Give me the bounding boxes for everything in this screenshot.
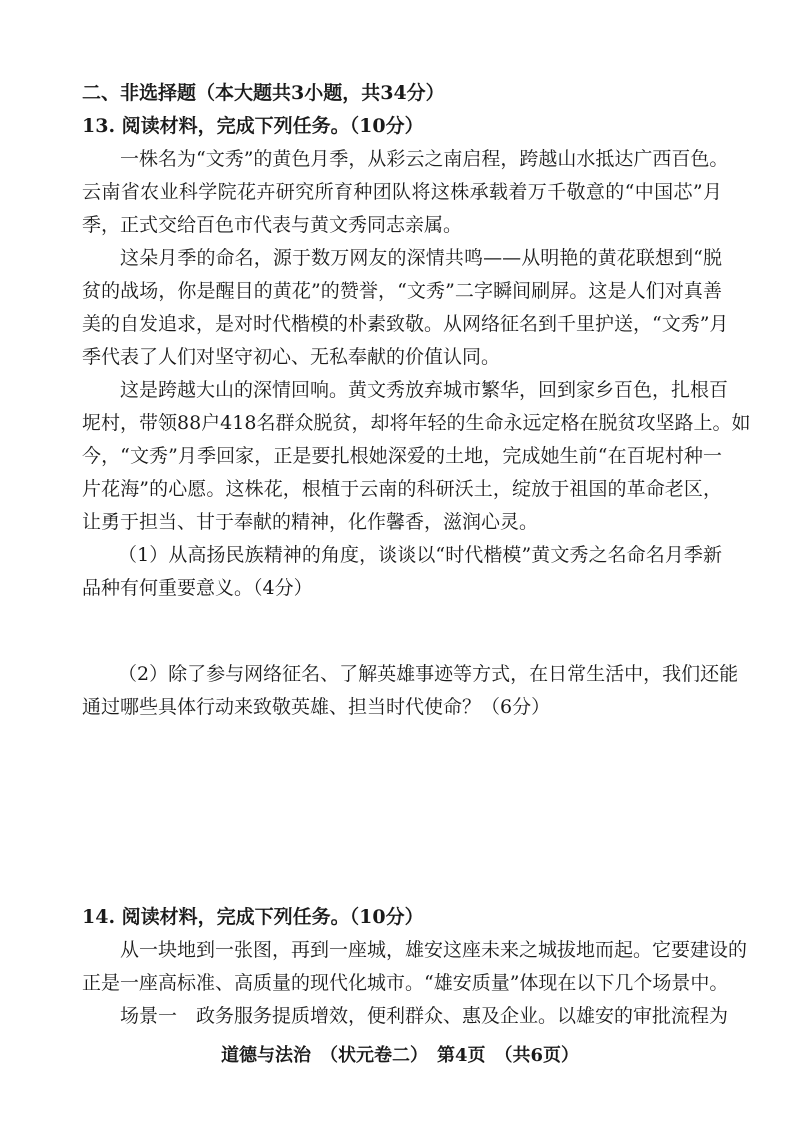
material-line: 从一块地到一张图，再到一座城，雄安这座未来之城拔地而起。它要建设的	[120, 939, 748, 961]
material-line: 这是跨越大山的深情回响。黄文秀放弃城市繁华，回到家乡百色，扎根百	[120, 379, 729, 401]
section-heading: 二、非选择题（本大题共3小题，共34分）	[82, 82, 445, 104]
page-footer: 道德与法治 （状元卷二） 第4页 （共6页）	[220, 1045, 580, 1066]
sub-question-line: 通过哪些具体行动来致敬英雄、担当时代使命？（6分）	[82, 696, 551, 718]
material-line: 美的自发追求，是对时代楷模的朴素致敬。从网络征名到千里护送，“文秀”月	[82, 313, 729, 335]
material-line: 云南省农业科学院花卉研究所育种团队将这株承载着万千敬意的“中国芯”月	[82, 181, 722, 203]
material-line: 今，“文秀”月季回家，正是要扎根她深爱的土地，完成她生前“在百坭村种一	[82, 445, 722, 467]
material-line: 季代表了人们对坚守初心、无私奉献的价值认同。	[82, 346, 501, 368]
material-line: 片花海”的心愿。这株花，根植于云南的科研沃土，绽放于祖国的革命老区，	[82, 478, 722, 500]
material-line: 一株名为“文秀”的黄色月季，从彩云之南启程，跨越山水抵达广西百色。	[120, 148, 729, 170]
question-13-title: 13. 阅读材料，完成下列任务。（10分）	[82, 115, 424, 137]
material-line: 正是一座高标准、高质量的现代化城市。“雄安质量”体现在以下几个场景中。	[82, 972, 729, 994]
material-line: 季，正式交给百色市代表与黄文秀同志亲属。	[82, 214, 463, 236]
material-line: 坭村，带领88户418名群众脱贫，却将年轻的生命永远定格在脱贫攻坚路上。如	[82, 412, 751, 434]
sub-question-line: （2）除了参与网络征名、了解英雄事迹等方式，在日常生活中，我们还能	[118, 663, 739, 685]
sub-question-line: 品种有何重要意义。（4分）	[82, 577, 313, 599]
question-14-title: 14. 阅读材料，完成下列任务。（10分）	[82, 906, 424, 928]
sub-question-line: （1）从高扬民族精神的角度，谈谈以“时代楷模”黄文秀之名命名月季新	[118, 544, 722, 566]
material-line: 场景一 政务服务提质增效，便利群众、惠及企业。以雄安的审批流程为	[120, 1005, 729, 1027]
material-line: 贫的战场，你是醒目的黄花”的赞誉，“文秀”二字瞬间刷屏。这是人们对真善	[82, 280, 722, 302]
material-line: 这朵月季的命名，源于数万网友的深情共鸣——从明艳的黄花联想到“脱	[120, 247, 722, 269]
material-line: 让勇于担当、甘于奉献的精神，化作馨香，滋润心灵。	[82, 511, 539, 533]
